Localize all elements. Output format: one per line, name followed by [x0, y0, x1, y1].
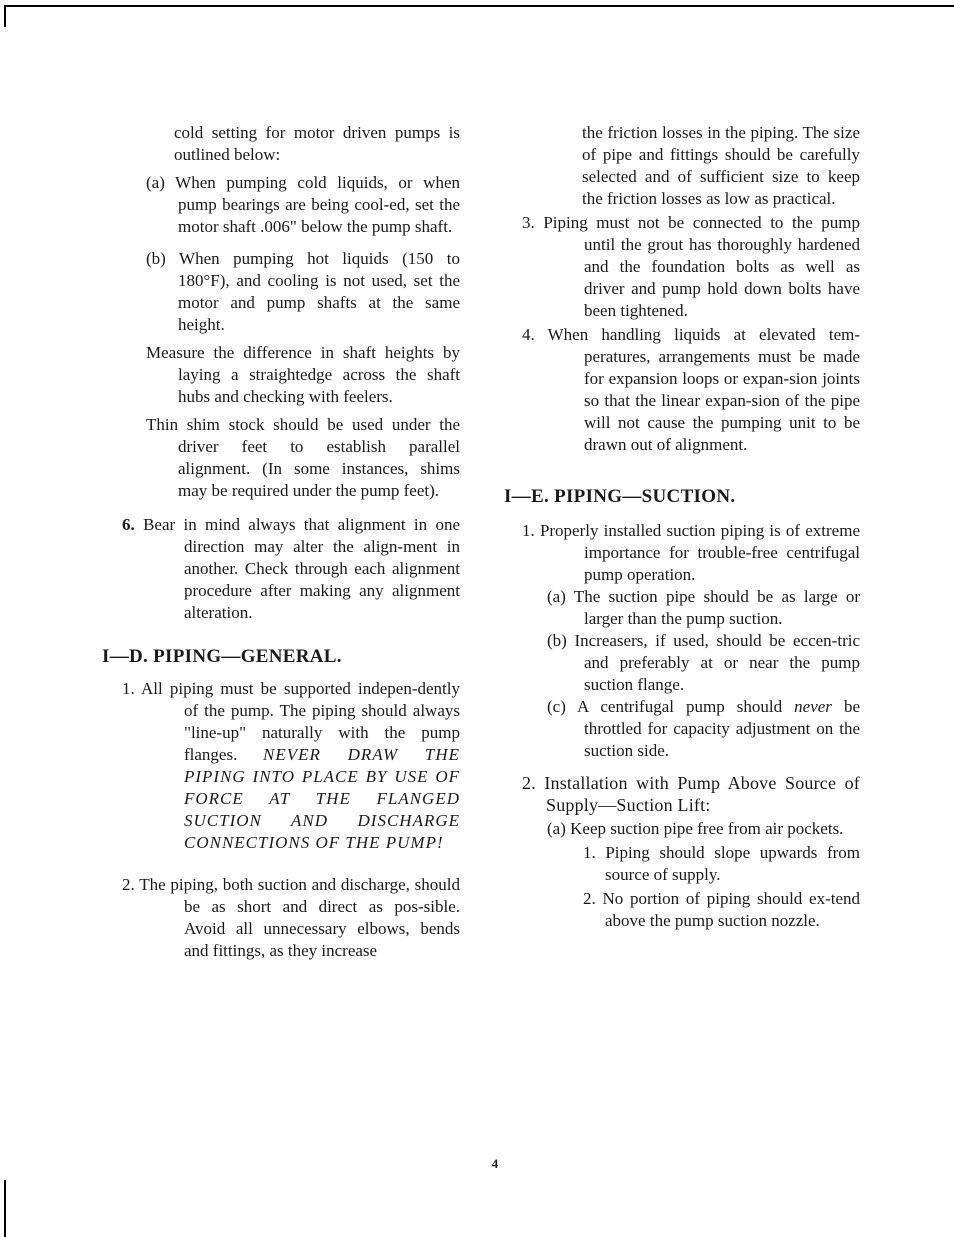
list-text: Bear in mind always that alignment in one direction may alter the align-ment in another. Check through each alignment procedure after making any alignment alteration. — [143, 515, 461, 622]
right-column — [504, 122, 860, 932]
top-border-rule — [4, 5, 954, 7]
list-text: No portion of piping should ex-tend above the pump suction nozzle. — [602, 889, 861, 930]
list-label: 1. — [122, 679, 135, 698]
list-item-b — [108, 248, 460, 336]
list-text: All piping must be supported indepen-dently of the pump. The piping should always "line-up" naturally with the pump flanges. — [140, 679, 460, 764]
section-e-item-1 — [504, 520, 860, 586]
measure-note: Measure the difference in shaft heights by laying a straightedge across the shaft hubs and checking with feelers. — [146, 343, 460, 406]
list-label: 2. — [583, 889, 596, 908]
list-label: (b) — [146, 249, 166, 268]
list-label: (c) — [547, 697, 566, 716]
list-text: A centrifugal pump should — [576, 697, 783, 716]
section-e-heading: I—E. PIPING—SUCTION. — [504, 486, 736, 507]
list-text: Piping should slope upwards from source of supply. — [605, 843, 860, 884]
item-2-subitem-a — [504, 818, 860, 840]
list-label: 2. — [122, 875, 135, 894]
list-text: The suction pipe should be as large or larger than the pump suction. — [573, 587, 860, 628]
list-item-4 — [504, 324, 860, 456]
shim-note: Thin shim stock should be used under the driver feet to establish parallel alignment. (In some instances, shims may be required under the pump feet). — [146, 415, 460, 500]
list-label: (b) — [547, 631, 567, 650]
list-item-6 — [108, 514, 460, 624]
left-column — [102, 122, 461, 962]
intro-paragraph: cold setting for motor driven pumps is outlined below: — [174, 123, 460, 164]
list-label: 6. — [122, 515, 135, 534]
list-item-a — [108, 172, 460, 238]
list-text: be throttled for capacity adjustment on the suction side. — [584, 697, 861, 760]
list-label: (a) — [547, 819, 566, 838]
list-label: 3. — [522, 213, 535, 232]
list-text: The piping, both suction and discharge, should be as short and direct as pos-sible. Avoid all unnecessary elbows, bends and fittings, as they increase — [139, 875, 461, 960]
list-label: 1. — [583, 843, 596, 862]
section-e-item-2 — [504, 772, 860, 816]
list-text: When pumping cold liquids, or when pump bearings are being cool-ed, set the motor shaft .006" below the pump shaft. — [175, 173, 460, 236]
left-border-rule-bottom — [4, 1180, 6, 1237]
list-text: Properly installed suction piping is of extreme importance for trouble-free centrifugal pump operation. — [539, 521, 860, 584]
item-2-a-list-1 — [504, 842, 860, 886]
list-text: When handling liquids at elevated tem-peratures, arrangements must be made for expansion loops or expan-sion joints so that the linear expan-sion of the pipe will not cause the pumping unit to be drawn out of alignment. — [547, 325, 860, 454]
list-label: (a) — [146, 173, 165, 192]
list-label: 1. — [522, 521, 535, 540]
list-text: Keep suction pipe free from air pockets. — [570, 819, 844, 838]
warning-emphasis: NEVER DRAW THE PIPING INTO PLACE BY USE OF FORCE AT THE FLANGED SUCTION AND DISCHARGE CONNECTIONS OF THE PUMP! — [184, 745, 460, 852]
item-2-a-list-2 — [504, 888, 860, 932]
list-text: When pumping hot liquids (150 to 180°F), and cooling is not used, set the motor and pump shafts at the same height. — [178, 249, 460, 334]
left-border-rule — [4, 5, 6, 27]
list-label: 2. — [522, 773, 536, 793]
list-text: Increasers, if used, should be eccen-tric and preferably at or near the pump suction flange. — [574, 631, 860, 694]
continuation-paragraph: the friction losses in the piping. The size of pipe and fittings should be carefully selected and of sufficient size to keep the friction losses as low as practical. — [582, 123, 860, 208]
page-number: 4 — [491, 1156, 499, 1171]
list-item-3 — [504, 212, 860, 322]
list-text: Piping must not be connected to the pump until the grout has thoroughly hardened and the foundation bolts as well as driver and pump hold down bolts have been tightened. — [543, 213, 861, 320]
section-e-subitem-a — [504, 586, 860, 630]
section-e-subitem-b — [504, 630, 860, 696]
section-d-item-1 — [108, 678, 460, 854]
list-label: (a) — [547, 587, 566, 606]
list-label: 4. — [522, 325, 535, 344]
list-text: Installation with Pump Above Source of Supply—Suction Lift: — [544, 773, 860, 815]
section-d-item-2 — [108, 874, 460, 962]
emphasis-never: never — [794, 697, 832, 716]
section-d-heading: I—D. PIPING—GENERAL. — [102, 646, 342, 667]
section-e-subitem-c — [504, 696, 860, 762]
